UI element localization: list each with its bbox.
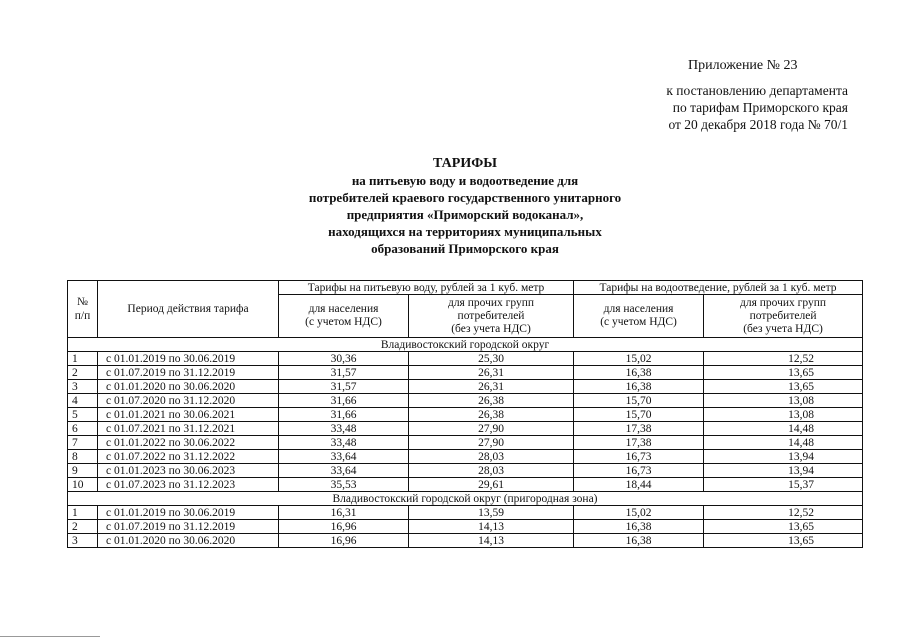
- water-population-rate: 33,48: [279, 422, 409, 436]
- sewage-population-rate: 16,38: [574, 520, 704, 534]
- decree-line: по тарифам Приморского края: [672, 100, 848, 115]
- row-number: 7: [68, 436, 98, 450]
- title-line: находящихся на территориях муниципальных: [328, 224, 602, 239]
- tariff-period: с 01.01.2019 по 30.06.2019: [98, 506, 279, 520]
- water-others-rate: 28,03: [409, 464, 574, 478]
- sewage-others-rate: 13,94: [704, 464, 863, 478]
- sewage-population-rate: 17,38: [574, 422, 704, 436]
- water-others-rate: 26,38: [409, 394, 574, 408]
- water-population-rate: 30,36: [279, 352, 409, 366]
- sewage-others-rate: 13,08: [704, 408, 863, 422]
- sewage-others-rate: 15,37: [704, 478, 863, 492]
- water-population-rate: 35,53: [279, 478, 409, 492]
- water-others-rate: 25,30: [409, 352, 574, 366]
- table-row: [68, 450, 863, 464]
- table-body: [68, 338, 863, 548]
- header-num: № п/п: [68, 281, 98, 338]
- header-water-group: Тарифы на питьевую воду, рублей за 1 куб. метр: [279, 281, 574, 295]
- tariff-period: с 01.07.2019 по 31.12.2019: [98, 366, 279, 380]
- decree-reference: [666, 82, 848, 133]
- table-row: [68, 366, 863, 380]
- row-number: 10: [68, 478, 98, 492]
- tariff-period: с 01.01.2019 по 30.06.2019: [98, 352, 279, 366]
- table-row: [68, 478, 863, 492]
- row-number: 4: [68, 394, 98, 408]
- tariff-period: с 01.07.2022 по 31.12.2022: [98, 450, 279, 464]
- row-number: 9: [68, 464, 98, 478]
- sewage-population-rate: 15,70: [574, 408, 704, 422]
- sewage-population-rate: 16,73: [574, 464, 704, 478]
- sewage-others-rate: 14,48: [704, 422, 863, 436]
- row-number: 3: [68, 380, 98, 394]
- header-water-others: для прочих групп потребителей (без учета НДС): [409, 295, 574, 338]
- water-population-rate: 16,96: [279, 534, 409, 548]
- water-others-rate: 26,31: [409, 366, 574, 380]
- section-row: [68, 492, 863, 506]
- row-number: 3: [68, 534, 98, 548]
- sewage-population-rate: 16,38: [574, 366, 704, 380]
- water-others-rate: 26,31: [409, 380, 574, 394]
- sewage-population-rate: 17,38: [574, 436, 704, 450]
- water-population-rate: 33,48: [279, 436, 409, 450]
- page-edge-mark: [0, 636, 100, 637]
- water-others-rate: 29,61: [409, 478, 574, 492]
- sewage-others-rate: 13,65: [704, 380, 863, 394]
- tariff-period: с 01.01.2020 по 30.06.2020: [98, 380, 279, 394]
- tariff-period: с 01.07.2020 по 31.12.2020: [98, 394, 279, 408]
- tariff-period: с 01.01.2020 по 30.06.2020: [98, 534, 279, 548]
- row-number: 1: [68, 352, 98, 366]
- table-row: [68, 394, 863, 408]
- row-number: 8: [68, 450, 98, 464]
- header-sewage-group: Тарифы на водоотведение, рублей за 1 куб. метр: [574, 281, 863, 295]
- header-sewage-population: для населения (с учетом НДС): [574, 295, 704, 338]
- section-row: [68, 338, 863, 352]
- row-number: 1: [68, 506, 98, 520]
- water-population-rate: 31,66: [279, 408, 409, 422]
- sewage-population-rate: 18,44: [574, 478, 704, 492]
- section-name: Владивостокский городской округ: [68, 338, 863, 352]
- row-number: 6: [68, 422, 98, 436]
- table-row: [68, 534, 863, 548]
- sewage-population-rate: 16,38: [574, 534, 704, 548]
- sewage-others-rate: 13,65: [704, 534, 863, 548]
- sewage-others-rate: 13,94: [704, 450, 863, 464]
- row-number: 2: [68, 520, 98, 534]
- water-others-rate: 26,38: [409, 408, 574, 422]
- water-population-rate: 31,57: [279, 380, 409, 394]
- tariff-table: [67, 280, 863, 548]
- header-period: Период действия тарифа: [98, 281, 279, 338]
- table-row: [68, 436, 863, 450]
- sewage-population-rate: 16,38: [574, 380, 704, 394]
- decree-line: от 20 декабря 2018 года № 70/1: [668, 117, 848, 132]
- tariff-period: с 01.01.2021 по 30.06.2021: [98, 408, 279, 422]
- water-others-rate: 14,13: [409, 520, 574, 534]
- water-others-rate: 14,13: [409, 534, 574, 548]
- table-row: [68, 352, 863, 366]
- table-row: [68, 422, 863, 436]
- sewage-others-rate: 12,52: [704, 352, 863, 366]
- tariff-period: с 01.07.2019 по 31.12.2019: [98, 520, 279, 534]
- title-line: на питьевую воду и водоотведение для: [351, 173, 579, 188]
- document-title: [240, 155, 690, 257]
- row-number: 5: [68, 408, 98, 422]
- sewage-population-rate: 15,02: [574, 506, 704, 520]
- table-row: [68, 408, 863, 422]
- water-population-rate: 16,31: [279, 506, 409, 520]
- sewage-others-rate: 13,65: [704, 366, 863, 380]
- title-main: ТАРИФЫ: [433, 156, 497, 171]
- tariff-period: с 01.01.2023 по 30.06.2023: [98, 464, 279, 478]
- water-others-rate: 27,90: [409, 422, 574, 436]
- water-others-rate: 28,03: [409, 450, 574, 464]
- tariff-period: с 01.07.2021 по 31.12.2021: [98, 422, 279, 436]
- section-name: Владивостокский городской округ (пригородная зона): [68, 492, 863, 506]
- sewage-others-rate: 13,08: [704, 394, 863, 408]
- title-line: предприятия «Приморский водоканал»,: [346, 207, 584, 222]
- sewage-others-rate: 14,48: [704, 436, 863, 450]
- tariff-period: с 01.01.2022 по 30.06.2022: [98, 436, 279, 450]
- sewage-population-rate: 15,02: [574, 352, 704, 366]
- sewage-others-rate: 13,65: [704, 520, 863, 534]
- water-others-rate: 13,59: [409, 506, 574, 520]
- title-line: образований Приморского края: [371, 241, 559, 256]
- water-population-rate: 33,64: [279, 464, 409, 478]
- sewage-population-rate: 16,73: [574, 450, 704, 464]
- title-line: потребителей краевого государственного унитарного: [308, 190, 622, 205]
- appendix-number: Приложение № 23: [688, 58, 798, 73]
- tariff-period: с 01.07.2023 по 31.12.2023: [98, 478, 279, 492]
- water-population-rate: 31,57: [279, 366, 409, 380]
- sewage-population-rate: 15,70: [574, 394, 704, 408]
- water-others-rate: 27,90: [409, 436, 574, 450]
- header-sewage-others: для прочих групп потребителей (без учета НДС): [704, 295, 863, 338]
- table-row: [68, 464, 863, 478]
- water-population-rate: 33,64: [279, 450, 409, 464]
- table-row: [68, 506, 863, 520]
- table-row: [68, 380, 863, 394]
- row-number: 2: [68, 366, 98, 380]
- sewage-others-rate: 12,52: [704, 506, 863, 520]
- header-water-population: для населения (с учетом НДС): [279, 295, 409, 338]
- water-population-rate: 16,96: [279, 520, 409, 534]
- water-population-rate: 31,66: [279, 394, 409, 408]
- decree-line: к постановлению департамента: [666, 83, 848, 98]
- table-row: [68, 520, 863, 534]
